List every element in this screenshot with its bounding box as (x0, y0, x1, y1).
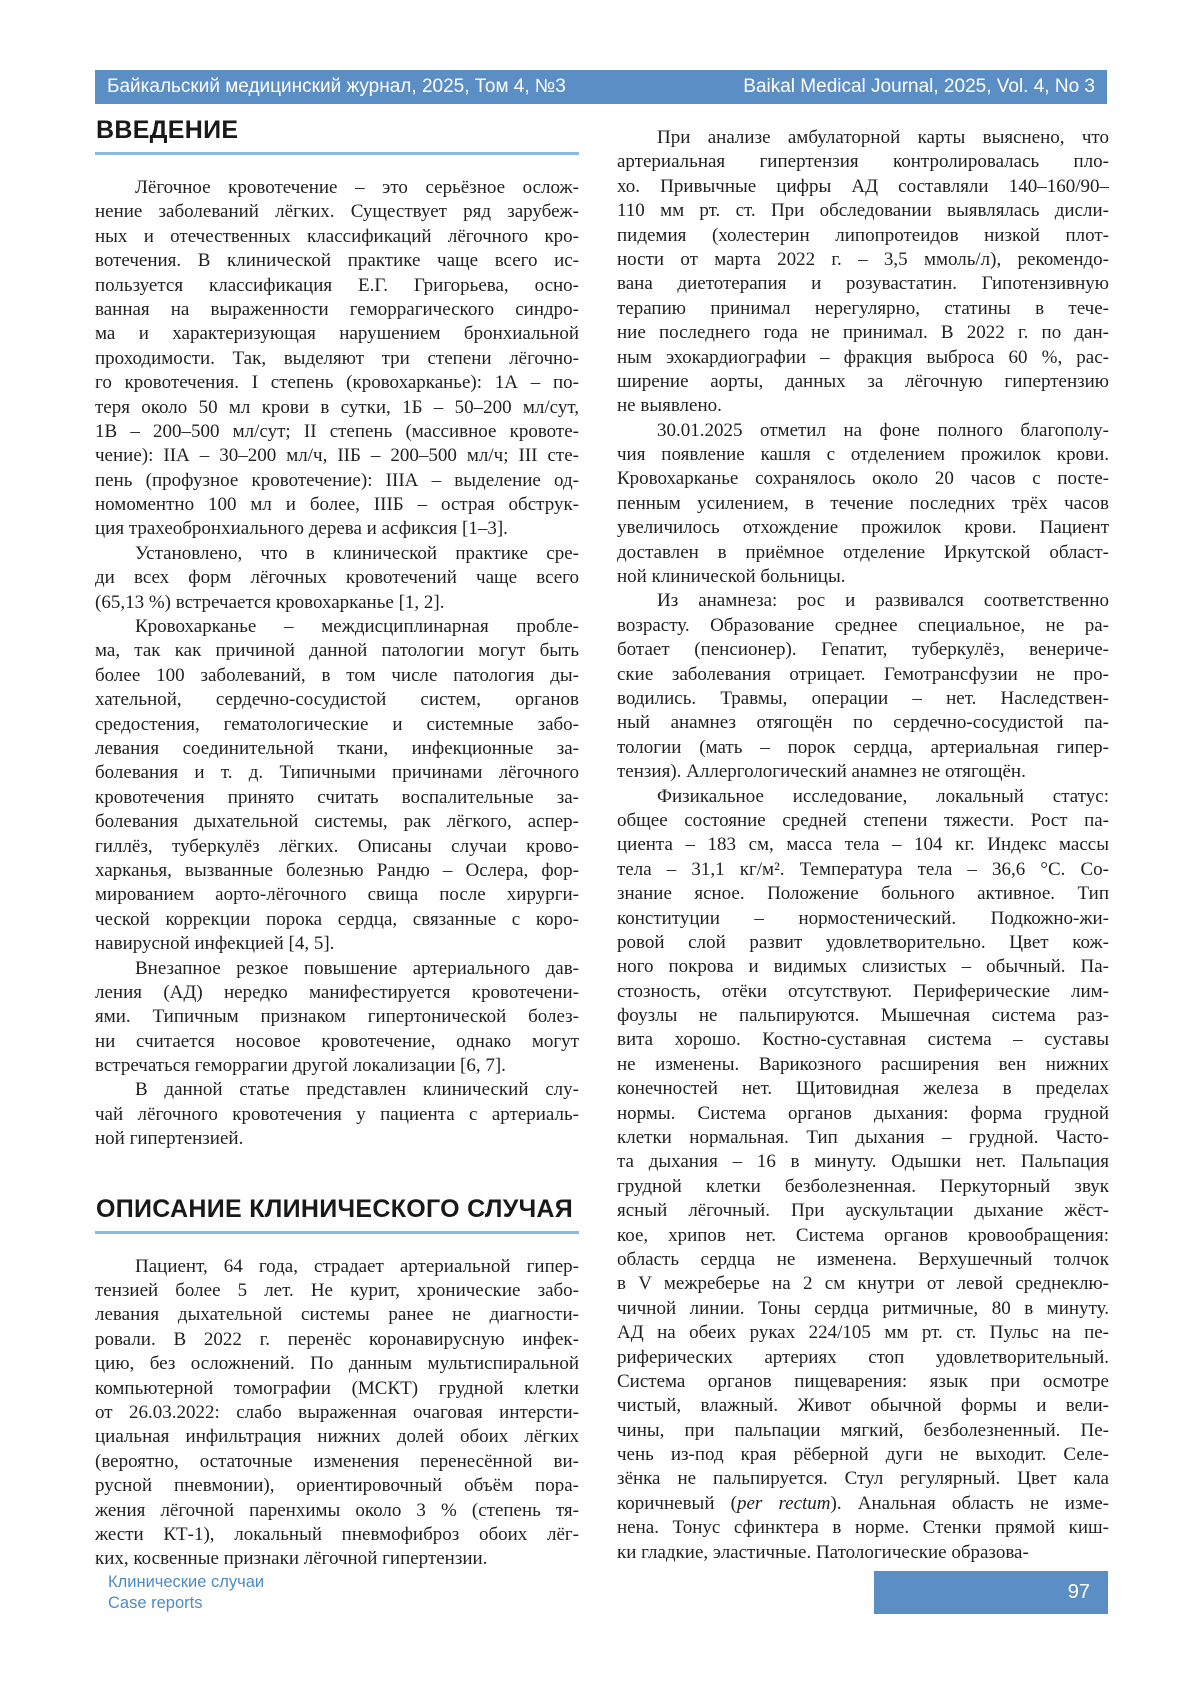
journal-header-bar (95, 70, 1107, 104)
text-line: ный анамнез отягощён по сердечно-сосудистой па- (617, 712, 1109, 734)
text-line: ного покрова и видимых слизистых – обычный. Па- (617, 956, 1109, 978)
text-line: не изменены. Варикозного расширения вен нижних (617, 1053, 1109, 1075)
text-line: хо. Привычные цифры АД составляли 140–160/90– (617, 175, 1109, 197)
text-line: артериальная гипертензия контролировалась пло- (617, 151, 1109, 173)
text-line: ция трахеобронхиального дерева и асфиксия [1–3]. (95, 518, 508, 540)
text-line: тологии (мать – порок сердца, артериальная гипер- (617, 736, 1109, 758)
text-line: знание ясное. Положение больного активное. Тип (617, 883, 1109, 905)
section-heading: ОПИСАНИЕ КЛИНИЧЕСКОГО СЛУЧАЯ (95, 1193, 579, 1234)
page-number: 97 (1067, 1581, 1090, 1603)
text-line: терапию принимал нерегулярно, статины в тече- (617, 297, 1109, 319)
text-line: проходимости. Так, выделяют три степени лёгочно- (95, 347, 579, 369)
text-line: ной гипертензией. (95, 1128, 244, 1150)
text-line: ширение аорты, данных за лёгочную гипертензию (617, 370, 1109, 392)
text-line: встречаться геморрагии другой локализации [6, 7]. (95, 1055, 506, 1077)
text-line: ботает (пенсионер). Гепатит, туберкулёз, венериче- (617, 639, 1109, 661)
text-line: ровой слой развит удовлетворительно. Цвет кож- (617, 931, 1109, 953)
text-line: В данной статье представлен клинический слу- (135, 1079, 579, 1101)
text-line: область сердца не изменена. Верхушечный толчок (617, 1248, 1109, 1270)
footer-section-ru: Клинические случаи (108, 1573, 265, 1591)
text-line: тела – 31,1 кг/м². Температура тела – 36,6 °С. Со- (617, 858, 1109, 880)
text-line: ной клинической больницы. (617, 566, 846, 588)
text-line: вана диетотерапия и розувастатин. Гипотензивную (617, 273, 1109, 295)
text-line: тензией более 5 лет. Не курит, хронические забо- (95, 1280, 579, 1302)
paragraph (617, 126, 1109, 419)
text-line: ровали. В 2022 г. перенёс коронавирусную инфек- (95, 1328, 579, 1350)
text-line: пенным усилением, в течение последних трёх часов (617, 492, 1109, 514)
text-line: в V межреберье на 2 см кнутри от левой среднеклю- (617, 1273, 1109, 1295)
text-line: циента – 183 см, масса тела – 104 кг. Индекс массы (617, 834, 1109, 856)
section-heading: ВВЕДЕНИЕ (95, 114, 579, 155)
text-line: чень из-под края рёберной дуги не выходит. Селе- (617, 1444, 1109, 1466)
text-line: зёнка не пальпируется. Стул регулярный. Цвет кала (617, 1468, 1109, 1490)
text-line: Кровохарканье сохранялось около 20 часов с посте- (617, 468, 1109, 490)
paragraph (95, 957, 579, 1079)
text-line: ких, косвенные признаки лёгочной гипертензии. (95, 1548, 488, 1570)
paragraph (95, 1255, 579, 1572)
text-line: ди всех форм лёгочных кровотечений чаще всего (95, 567, 579, 589)
text-line: чия появление кашля с отделением прожилок крови. (617, 444, 1109, 466)
text-line: Физикальное исследование, локальный статус: (657, 785, 1109, 807)
text-line: общее состояние средней степени тяжести. Рост па- (617, 809, 1109, 831)
text-line: конституции – нормостенический. Подкожно-жи- (617, 907, 1109, 929)
text-line: ности от марта 2022 г. – 3,5 ммоль/л), рекомендо- (617, 248, 1109, 270)
text-line: АД на обеих руках 224/105 мм рт. ст. Пульс на пе- (617, 1322, 1109, 1344)
text-line: ни считается носовое кровотечение, однако могут (95, 1030, 579, 1052)
text-line: 1В – 200–500 мл/сут; II степень (массивное кровоте- (95, 420, 579, 442)
text-line: ясный лёгочный. При аускультации дыхание жёст- (617, 1200, 1109, 1222)
text-line: Из анамнеза: рос и развивался соответственно (657, 590, 1109, 612)
paragraph (95, 1078, 579, 1151)
text-line: вотечения. В клинической практике чаще всего ис- (95, 250, 579, 272)
text-line: более 100 заболеваний, в том числе патология ды- (95, 664, 579, 686)
text-line: не выявлено. (617, 395, 722, 417)
paragraph (95, 615, 579, 956)
text-line: харканья, вызванные болезнью Рандю – Ослера, фор- (95, 859, 579, 881)
text-line: 110 мм рт. ст. При обследовании выявлялась дисли- (617, 200, 1109, 222)
text-line: ческой коррекции порока сердца, связанные с коро- (95, 908, 579, 930)
paragraph (617, 589, 1109, 784)
text-line: Лёгочное кровотечение – это серьёзное ослож- (135, 177, 579, 198)
right-column (617, 110, 1109, 1565)
text-line: Внезапное резкое повышение артериального дав- (135, 957, 579, 979)
text-line: ванная на выраженности геморрагического синдро- (95, 298, 579, 320)
text-line: пень (профузное кровотечение): IIIА – выделение од- (95, 469, 579, 491)
text-line: номоментно 100 мл и более, IIIБ – острая обструк- (95, 494, 579, 516)
text-line: пидемия (холестерин липопротеидов низкой плот- (617, 224, 1109, 246)
text-line: чичной линии. Тоны сердца ритмичные, 80 в минуту. (617, 1297, 1109, 1319)
paragraph (95, 176, 579, 542)
text-line: болевания и т. д. Типичными причинами лёгочного (95, 762, 579, 784)
text-line: ма, так как причиной данной патологии могут быть (95, 640, 579, 662)
text-line: нена. Тонус сфинктера в норме. Стенки прямой киш- (617, 1517, 1109, 1539)
text-line: Установлено, что в клинической практике сре- (135, 542, 579, 564)
text-line: болевания дыхательной системы, рак лёгкого, аспер- (95, 811, 579, 833)
text-line: доставлен в приёмное отделение Иркутской област- (617, 541, 1109, 563)
text-line: ние последнего года не принимал. В 2022 г. по дан- (617, 322, 1109, 344)
text-line: 30.01.2025 отметил на фоне полного благополу- (657, 419, 1109, 441)
text-line: (65,13 %) встречается кровохарканье [1, 2]. (95, 591, 445, 613)
text-line: компьютерной томографии (МСКТ) грудной клетки (95, 1377, 579, 1399)
text-line: нормы. Система органов дыхания: форма грудной (617, 1102, 1109, 1124)
paragraph (617, 785, 1109, 1566)
text-line: чение): IIА – 30–200 мл/ч, IIБ – 200–500 мл/ч; III сте- (95, 445, 579, 467)
page-number-box (874, 1571, 1108, 1614)
text-line: навирусной инфекцией [4, 5]. (95, 933, 335, 955)
text-line: Кровохарканье – междисциплинарная пробле- (135, 616, 579, 638)
text-line: теря около 50 мл крови в сутки, 1Б – 50–200 мл/сут, (95, 396, 579, 418)
text-line: ных и отечественных классификаций лёгочного кро- (95, 225, 579, 247)
text-line: клетки нормальная. Тип дыхания – грудной. Часто- (617, 1127, 1109, 1149)
text-line: жения лёгочной паренхимы около 3 % (степень тя- (95, 1499, 579, 1521)
text-line: жести КТ-1), локальный пневмофиброз обоих лёг- (95, 1523, 579, 1545)
footer-section-labels (108, 1572, 264, 1614)
text-line: пользуется классификация Е.Г. Григорьева, осно- (95, 274, 579, 296)
text-line: чистый, влажный. Живот обычной формы и вели- (617, 1395, 1109, 1417)
text-line: циальная инфильтрация нижних долей обоих лёгких (95, 1426, 579, 1448)
text-line: ления (АД) нередко манифестируется кровотечени- (95, 981, 579, 1003)
text-line: ки гладкие, эластичные. Патологические образова- (617, 1541, 1029, 1563)
text-line: тензия). Аллергологический анамнез не отягощён. (617, 761, 1026, 783)
text-line: средостения, гематологические и системные забо- (95, 713, 579, 735)
text-line: го кровотечения. I степень (кровохарканье): 1А – по- (95, 372, 579, 394)
text-line: стозность, отёки отсутствуют. Периферические лим- (617, 980, 1109, 1002)
text-line: кровотечения принято считать воспалительные за- (95, 786, 579, 808)
text-line: Пациент, 64 года, страдает артериальной гипер- (135, 1255, 579, 1277)
text-line: гиллёз, туберкулёз лёгких. Описаны случаи крово- (95, 835, 579, 857)
text-line: водились. Травмы, операции – нет. Наследствен- (617, 687, 1109, 709)
text-line: коричневый (per rectum). Анальная область не изме- (617, 1492, 1109, 1514)
text-line: ями. Типичным признаком гипертонической болез- (95, 1006, 579, 1028)
text-line: та дыхания – 16 в минуту. Одышки нет. Пальпация (617, 1151, 1109, 1173)
text-line: грудной клетки безболезненная. Перкуторный звук (617, 1175, 1109, 1197)
text-line: левания соединительной ткани, инфекционные за- (95, 737, 579, 759)
text-line: (вероятно, остаточные изменения перенесённой ви- (95, 1450, 579, 1472)
text-line: риферических артериях стоп удовлетворительный. (617, 1346, 1109, 1368)
text-line: вита хорошо. Костно-суставная система – суставы (617, 1029, 1109, 1051)
text-line: ские заболевания отрицает. Гемотрансфузии не про- (617, 663, 1109, 685)
text-line: фоузлы не пальпируются. Мышечная система раз- (617, 1005, 1109, 1027)
text-line: кое, хрипов нет. Система органов кровообращения: (617, 1224, 1109, 1246)
text-line: ным эхокардиографии – фракция выброса 60 %, рас- (617, 346, 1109, 368)
text-line: русной пневмонии), ориентировочный объём пора- (95, 1475, 579, 1497)
text-line: увеличилось отхождение прожилок крови. Пациент (617, 517, 1109, 539)
paragraph (617, 419, 1109, 590)
journal-title-en: Baikal Medical Journal, 2025, Vol. 4, No 3 (743, 76, 1095, 97)
text-line: При анализе амбулаторной карты выяснено, что (657, 127, 1109, 148)
text-line: левания дыхательной системы ранее не диагности- (95, 1304, 579, 1326)
left-column (95, 110, 579, 1572)
journal-title-ru: Байкальский медицинский журнал, 2025, Том 4, №3 (107, 76, 566, 97)
footer-section-en: Case reports (108, 1594, 203, 1612)
text-line: мированием аорто-лёгочного свища после хирурги- (95, 884, 579, 906)
text-line: чины, при пальпации мягкий, безболезненный. Пе- (617, 1419, 1109, 1441)
text-line: возрасту. Образование среднее специальное, не ра- (617, 614, 1109, 636)
text-line: нение заболеваний лёгких. Существует ряд зарубеж- (95, 201, 579, 223)
text-line: хательной, сердечно-сосудистой систем, органов (95, 689, 579, 711)
text-line: конечностей нет. Щитовидная железа в пределах (617, 1078, 1109, 1100)
text-line: от 26.03.2022: слабо выраженная очаговая интерсти- (95, 1401, 579, 1423)
text-line: ма и характеризующая нарушением бронхиальной (95, 323, 579, 345)
text-line: цию, без осложнений. По данным мультиспиральной (95, 1353, 579, 1375)
text-line: чай лёгочного кровотечения у пациента с артериаль- (95, 1103, 579, 1125)
paragraph (95, 542, 579, 615)
text-line: Система органов пищеварения: язык при осмотре (617, 1370, 1109, 1392)
